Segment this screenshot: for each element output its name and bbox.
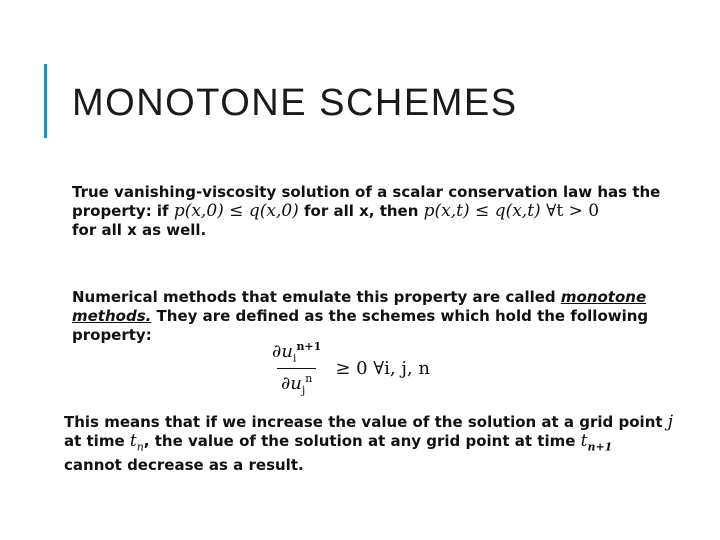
paragraph-meaning xyxy=(64,413,673,475)
partial-symbol-den: ∂ xyxy=(280,372,291,394)
den-subscript: j xyxy=(301,383,306,397)
t-n1-subscript: n+1 xyxy=(587,440,613,454)
p3-line1-text: This means that if we increase the value of the solution at a grid point xyxy=(64,413,668,431)
p3-line2-text-b: , the value of the solution at any grid point at time xyxy=(143,432,581,450)
p3-line2-text-a: at time xyxy=(64,432,130,450)
u-symbol-num: u xyxy=(281,341,293,362)
p1-line2-text-a: property: if xyxy=(72,202,174,220)
monotone-term-1: monotone xyxy=(560,288,647,306)
math-t-n xyxy=(129,431,144,454)
p3-line3: cannot decrease as a result. xyxy=(64,456,304,475)
math-j: j xyxy=(667,412,674,432)
title-accent-bar xyxy=(44,64,47,138)
p1-line3: for all x as well. xyxy=(72,221,207,239)
p1-line2-text-b: for all x, then xyxy=(298,202,424,220)
p2-line1 xyxy=(72,288,648,307)
paragraph-monotone-methods xyxy=(72,288,648,345)
math-q-x-t: q(x,t) xyxy=(494,201,541,221)
p2-line2 xyxy=(72,307,648,326)
p2-line2-text: They are defined as the schemes which hold the following xyxy=(151,307,649,325)
leq-symbol-2: ≤ xyxy=(469,201,495,221)
num-subscript: i xyxy=(292,351,297,365)
partial-symbol-num: ∂ xyxy=(272,341,282,362)
t-symbol-1: t xyxy=(129,431,137,451)
formula-denominator xyxy=(277,368,316,397)
math-t-n-plus-1 xyxy=(580,431,613,454)
formula-numerator xyxy=(268,340,325,368)
forall-t-gt-0: ∀t > 0 xyxy=(540,201,600,221)
leq-symbol-1: ≤ xyxy=(223,201,249,221)
p3-line2 xyxy=(64,432,673,456)
den-superscript: n xyxy=(305,371,313,385)
monotonicity-formula xyxy=(268,340,430,396)
math-q-x-0: q(x,0) xyxy=(248,201,299,221)
monotone-term-2: methods. xyxy=(72,307,152,325)
math-p-x-0: p(x,0) xyxy=(173,201,224,221)
t-symbol-2: t xyxy=(580,431,588,451)
paragraph-vanishing-viscosity xyxy=(72,183,660,240)
p2-line3: property: xyxy=(72,326,152,344)
p1-line1: True vanishing-viscosity solution of a scalar conservation law has the xyxy=(72,183,661,201)
formula-rhs: ≥ 0 ∀i, j, n xyxy=(335,357,430,379)
num-superscript: n+1 xyxy=(296,340,322,353)
slide-title: MONOTONE SCHEMES xyxy=(72,82,518,124)
p1-line2 xyxy=(72,202,660,221)
math-p-x-t: p(x,t) xyxy=(423,201,470,221)
t-n-subscript: n xyxy=(136,440,144,454)
p3-line1 xyxy=(64,413,673,432)
formula-fraction xyxy=(268,340,325,396)
u-symbol-den: u xyxy=(290,372,302,394)
p2-line1-text: Numerical methods that emulate this property are called xyxy=(72,288,561,306)
